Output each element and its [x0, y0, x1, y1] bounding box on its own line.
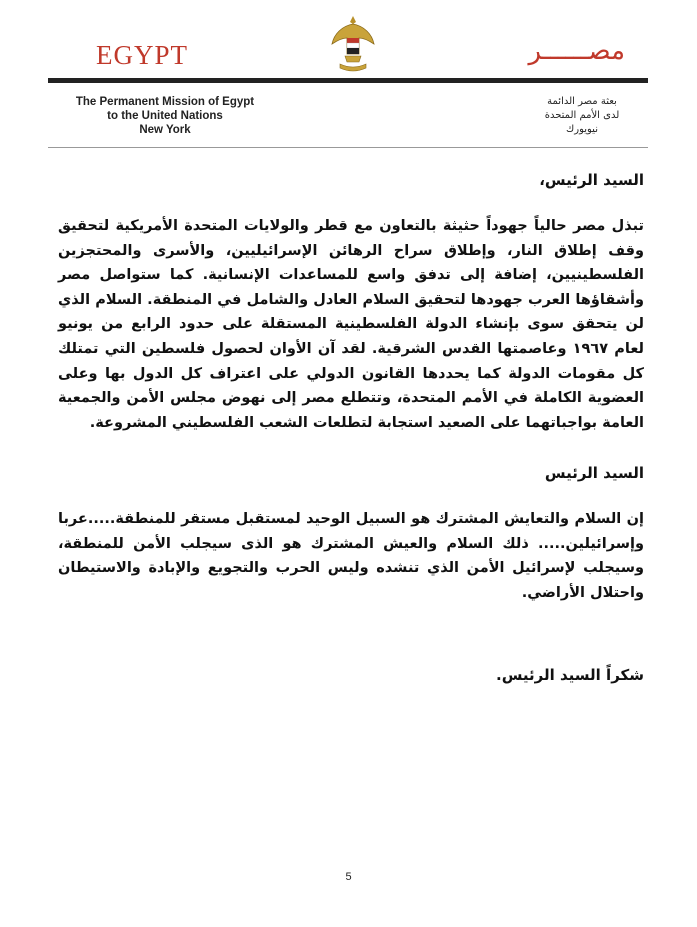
paragraph: تبذل مصر حالياً جهوداً حثيثة بالتعاون مع قطر والولايات المتحدة الأمريكية لتحقيق وقف إطلاق النار، وإطلاق سراح الرهائن الإسرائيليين، والأسرى والمحتجزين الفلسطينيين، إضافة إلى تدفق واسع للمساعدات الإنسانية. كما ستواصل مصر وأشقاؤها العرب جهودها لتحقيق السلام العادل والشامل في المنطقة. السلام الذي لن يتحقق سوى بإنشاء الدولة الفلسطينية المستقلة على حدود الرابع من يونيو لعام ١٩٦٧ وعاصمتها القدس الشرقية. لقد آن الأوان لحصول فلسطين التي تمتلك كل مقومات الدولة كما يحددها القانون الدولي على اعتراف كل الدول بها وعلى العضوية الكاملة في الأمم المتحدة، وتتطلع مصر إلى نهوض مجلس الأمن والجمعية العامة بواجباتهما على الصعيد استجابة لتطلعات الشعب الفلسطيني المشروعة. — [58, 218, 644, 431]
mission-ar-line: بعثة مصر الدائمة — [547, 96, 617, 107]
mission-address-arabic — [507, 95, 657, 137]
header-rule — [48, 78, 648, 83]
header-divider — [48, 147, 648, 148]
mission-en-line: The Permanent Mission of Egypt — [75, 96, 255, 108]
letterhead — [0, 0, 697, 150]
closing: شكراً السيد الرئيس. — [496, 666, 644, 685]
brand-english: EGYPT — [96, 40, 188, 70]
brand-arabic: مصــــــر — [528, 36, 625, 66]
salutation: السيد الرئيس — [544, 464, 644, 483]
eagle-emblem-icon — [330, 14, 376, 74]
paragraph: إن السلام والتعايش المشترك هو السبيل الوحيد لمستقبل مستقر للمنطقة.....عربا وإسرائيلين..... ذلك السلام والعيش المشترك هو الذى سيجلب الأمن للمنطقة، وسيجلب لإسرائيل الأمن الذي تنشده وليس الحرب والتجويع والإبادة والاستيطان واحتلال الأراضي. — [58, 511, 644, 601]
letter-body — [58, 168, 644, 687]
mission-ar-line: لدى الأمم المتحدة — [544, 110, 620, 121]
mission-address-english — [60, 95, 270, 137]
page-number: 5 — [345, 871, 352, 883]
mission-en-line: to the United Nations — [107, 110, 223, 122]
salutation: السيد الرئيس، — [539, 171, 644, 189]
mission-en-line: New York — [139, 124, 191, 136]
mission-ar-line: نيويورك — [566, 124, 598, 135]
